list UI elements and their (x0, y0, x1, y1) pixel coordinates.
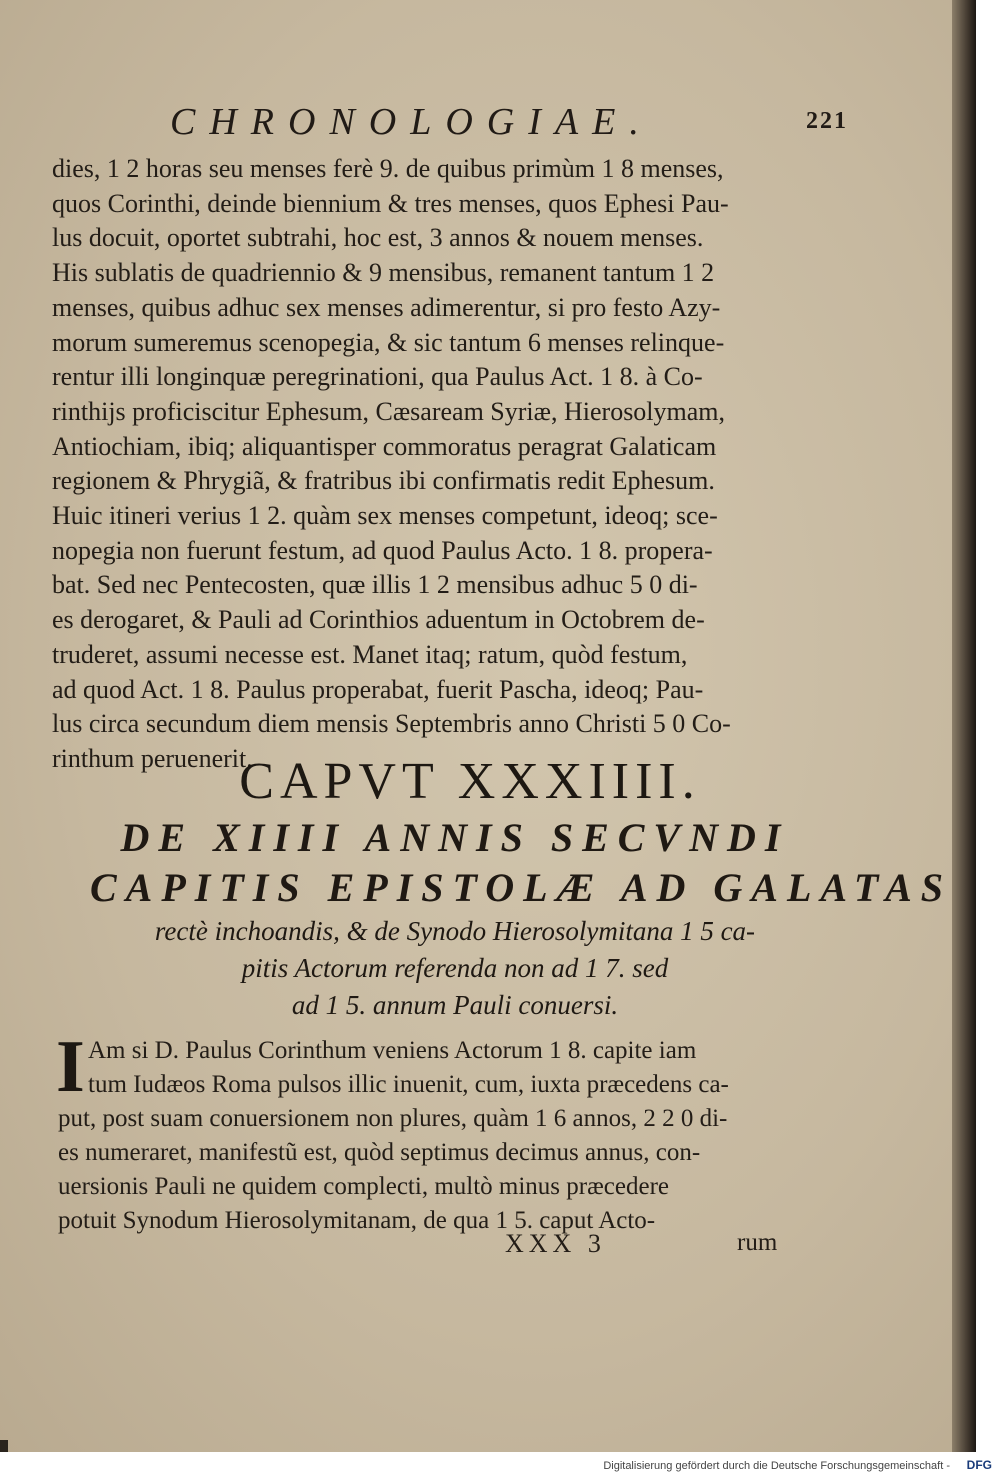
text-line: uersionis Pauli ne quidem complecti, multò minus præcedere (58, 1173, 669, 1200)
text-line: quos Corinthi, deinde biennium & tres menses, quos Ephesi Pau- (52, 188, 729, 218)
text-line: tum Iudæos Roma pulsos illic inuenit, cum, iuxta præcedens ca- (88, 1071, 729, 1098)
subtitle-line: CAPITIS EPISTOLÆ AD GALATAS (90, 865, 953, 910)
text-line: His sublatis de quadriennio & 9 mensibus, remanent tantum 1 2 (52, 258, 715, 288)
signature-mark: XXX 3 (505, 1229, 606, 1258)
text-line: lus circa secundum diem mensis Septembris anno Christi 5 0 Co- (52, 709, 731, 739)
chapter-title: CAPVT XXXIIII. (239, 753, 701, 810)
page-edge-shadow (952, 0, 976, 1452)
text-line: Antiochiam, ibiq; aliquantisper commoratus peragrat Galaticam (52, 431, 717, 461)
text-line: menses, quibus adhuc sex menses adimerentur, si pro festo Azy- (52, 292, 721, 322)
body-text (52, 152, 832, 777)
text-line: put, post suam conuersionem non plures, quàm 1 6 annos, 2 2 0 di- (58, 1105, 728, 1132)
text-line: nopegia non fuerunt festum, ad quod Paulus Acto. 1 8. propera- (52, 535, 713, 565)
running-head: CHRONOLOGIAE. (170, 101, 653, 143)
text-line: potuit Synodum Hierosolymitanam, de qua 1 5. caput Acto- (58, 1207, 656, 1234)
subtitle-line: DE XIIII ANNIS SECVNDI (120, 815, 790, 860)
subtitle-line: ad 1 5. annum Pauli conuersi. (291, 990, 619, 1020)
text-line: rinthum peruenerit. (52, 743, 253, 773)
drop-initial: I (56, 1026, 85, 1108)
text-line: es derogaret, & Pauli ad Corinthios aduentum in Octobrem de- (52, 605, 705, 635)
text-line: truderet, assumi necesse est. Manet itaq; ratum, quòd festum, (52, 639, 688, 669)
text-line: es numeraret, manifestũ est, quòd septimus decimus annus, con- (58, 1139, 701, 1166)
text-line: dies, 1 2 horas seu menses ferè 9. de quibus primùm 1 8 menses, (52, 154, 724, 183)
text-line: regionem & Phrygiã, & fratribus ibi confirmatis redit Ephesum. (52, 466, 715, 496)
dfg-logo: DFG (966, 1458, 992, 1472)
text-line: Am si D. Paulus Corinthum veniens Actorum 1 8. capite iam (88, 1037, 697, 1064)
subtitle-line: rectè inchoandis, & de Synodo Hierosolymitana 1 5 ca- (154, 916, 756, 946)
text-line: rinthijs proficiscitur Ephesum, Cæsaream Syriæ, Hierosolymam, (52, 396, 726, 426)
text-line: lus docuit, oportet subtrahi, hoc est, 3 annos & nouem menses. (52, 223, 704, 253)
subtitle-line: pitis Actorum referenda non ad 1 7. sed (241, 953, 669, 983)
text-line: rentur illi longinquæ peregrinationi, qua Paulus Act. 1 8. à Co- (52, 362, 703, 392)
text-line: bat. Sed nec Pentecosten, quæ illis 1 2 mensibus adhuc 5 0 di- (52, 570, 698, 600)
text-line: morum sumeremus scenopegia, & sic tantum 6 menses relinque- (52, 327, 725, 357)
paragraph-text (56, 1026, 818, 1238)
binding-mark (0, 1440, 8, 1452)
footer-credit: Digitalisierung gefördert durch die Deutsche Forschungsgemeinschaft - (603, 1460, 950, 1472)
catchword: rum (737, 1229, 778, 1256)
text-line: Huic itineri verius 1 2. quàm sex menses competunt, ideoq; sce- (52, 501, 718, 531)
chapter-subtitle (90, 813, 953, 1024)
text-line: ad quod Act. 1 8. Paulus properabat, fuerit Pascha, ideoq; Pau- (52, 674, 704, 704)
page-number: 221 (806, 108, 848, 134)
